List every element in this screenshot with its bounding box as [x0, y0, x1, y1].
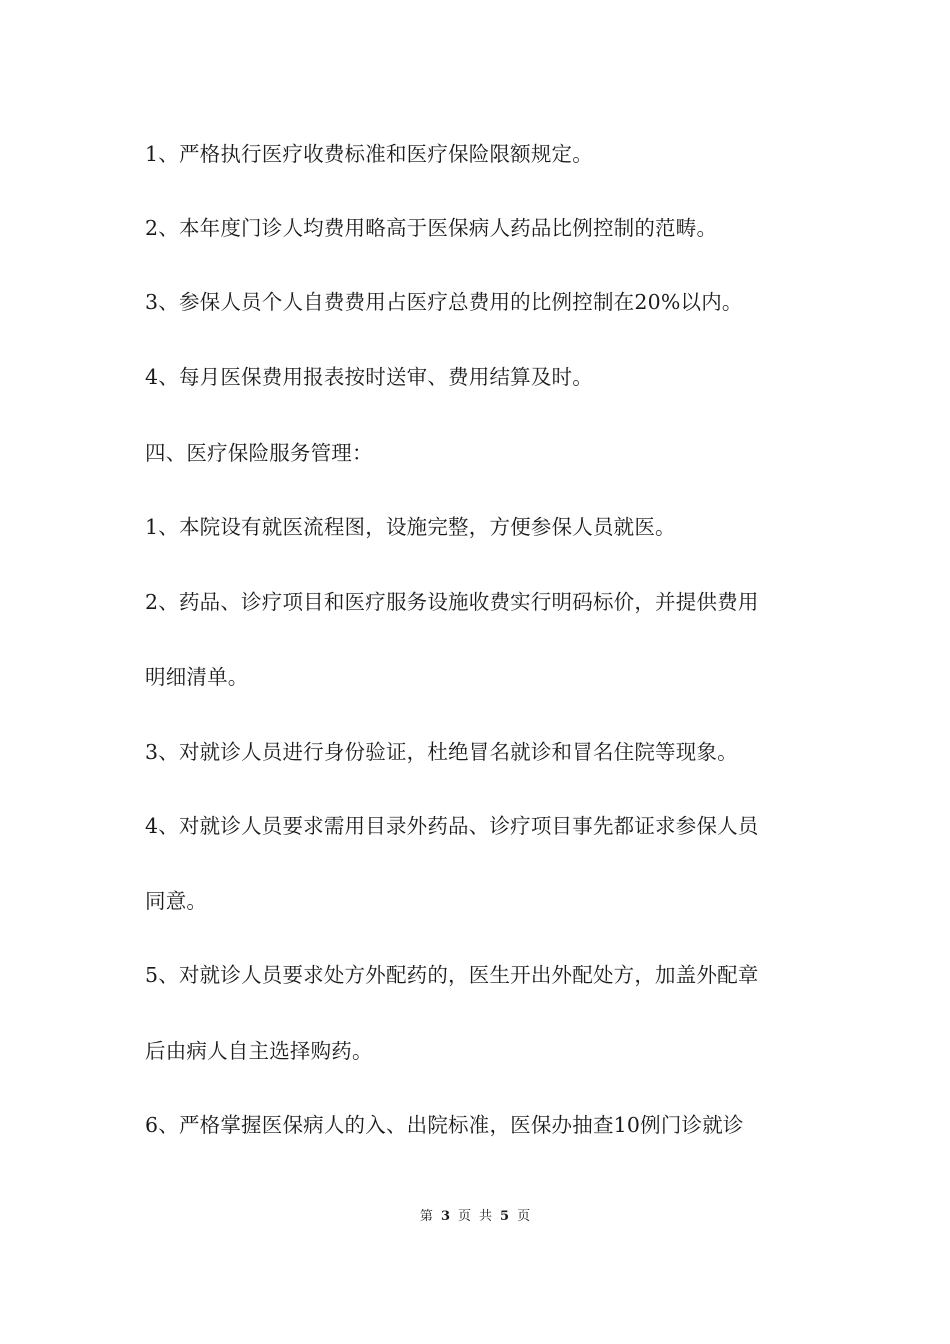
page-footer: [0, 1209, 950, 1225]
footer-total-word: 共: [479, 1209, 493, 1224]
text-line: 4、对就诊人员要求需用目录外药品、诊疗项目事先都证求参保人员: [145, 814, 759, 838]
footer-suffix: 页: [517, 1209, 531, 1224]
footer-page-word: 页: [457, 1209, 471, 1224]
current-page-number: 3: [440, 1209, 450, 1224]
text-line: 3、对就诊人员进行身份验证，杜绝冒名就诊和冒名住院等现象。: [145, 740, 738, 764]
text-line: 同意。: [145, 889, 208, 913]
section-heading: 四、医疗保险服务管理：: [145, 441, 373, 465]
text-line: 4、每月医保费用报表按时送审、费用结算及时。: [145, 365, 593, 389]
text-line: 1、严格执行医疗收费标准和医疗保险限额规定。: [145, 142, 593, 166]
text-line: 明细清单。: [145, 665, 249, 689]
text-line: 1、本院设有就医流程图，设施完整，方便参保人员就医。: [145, 515, 676, 539]
text-line: 2、本年度门诊人均费用略高于医保病人药品比例控制的范畴。: [145, 216, 718, 240]
text-line: 2、药品、诊疗项目和医疗服务设施收费实行明码标价，并提供费用: [145, 590, 759, 614]
text-line: 3、参保人员个人自费费用占医疗总费用的比例控制在20%以内。: [145, 290, 743, 314]
text-line: 6、严格掌握医保病人的入、出院标准，医保办抽查10例门诊就诊: [145, 1113, 744, 1137]
footer-prefix: 第: [419, 1209, 433, 1224]
text-line: 5、对就诊人员要求处方外配药的，医生开出外配处方，加盖外配章: [145, 963, 759, 987]
total-pages-number: 5: [500, 1209, 510, 1224]
text-line: 后由病人自主选择购药。: [145, 1039, 373, 1063]
